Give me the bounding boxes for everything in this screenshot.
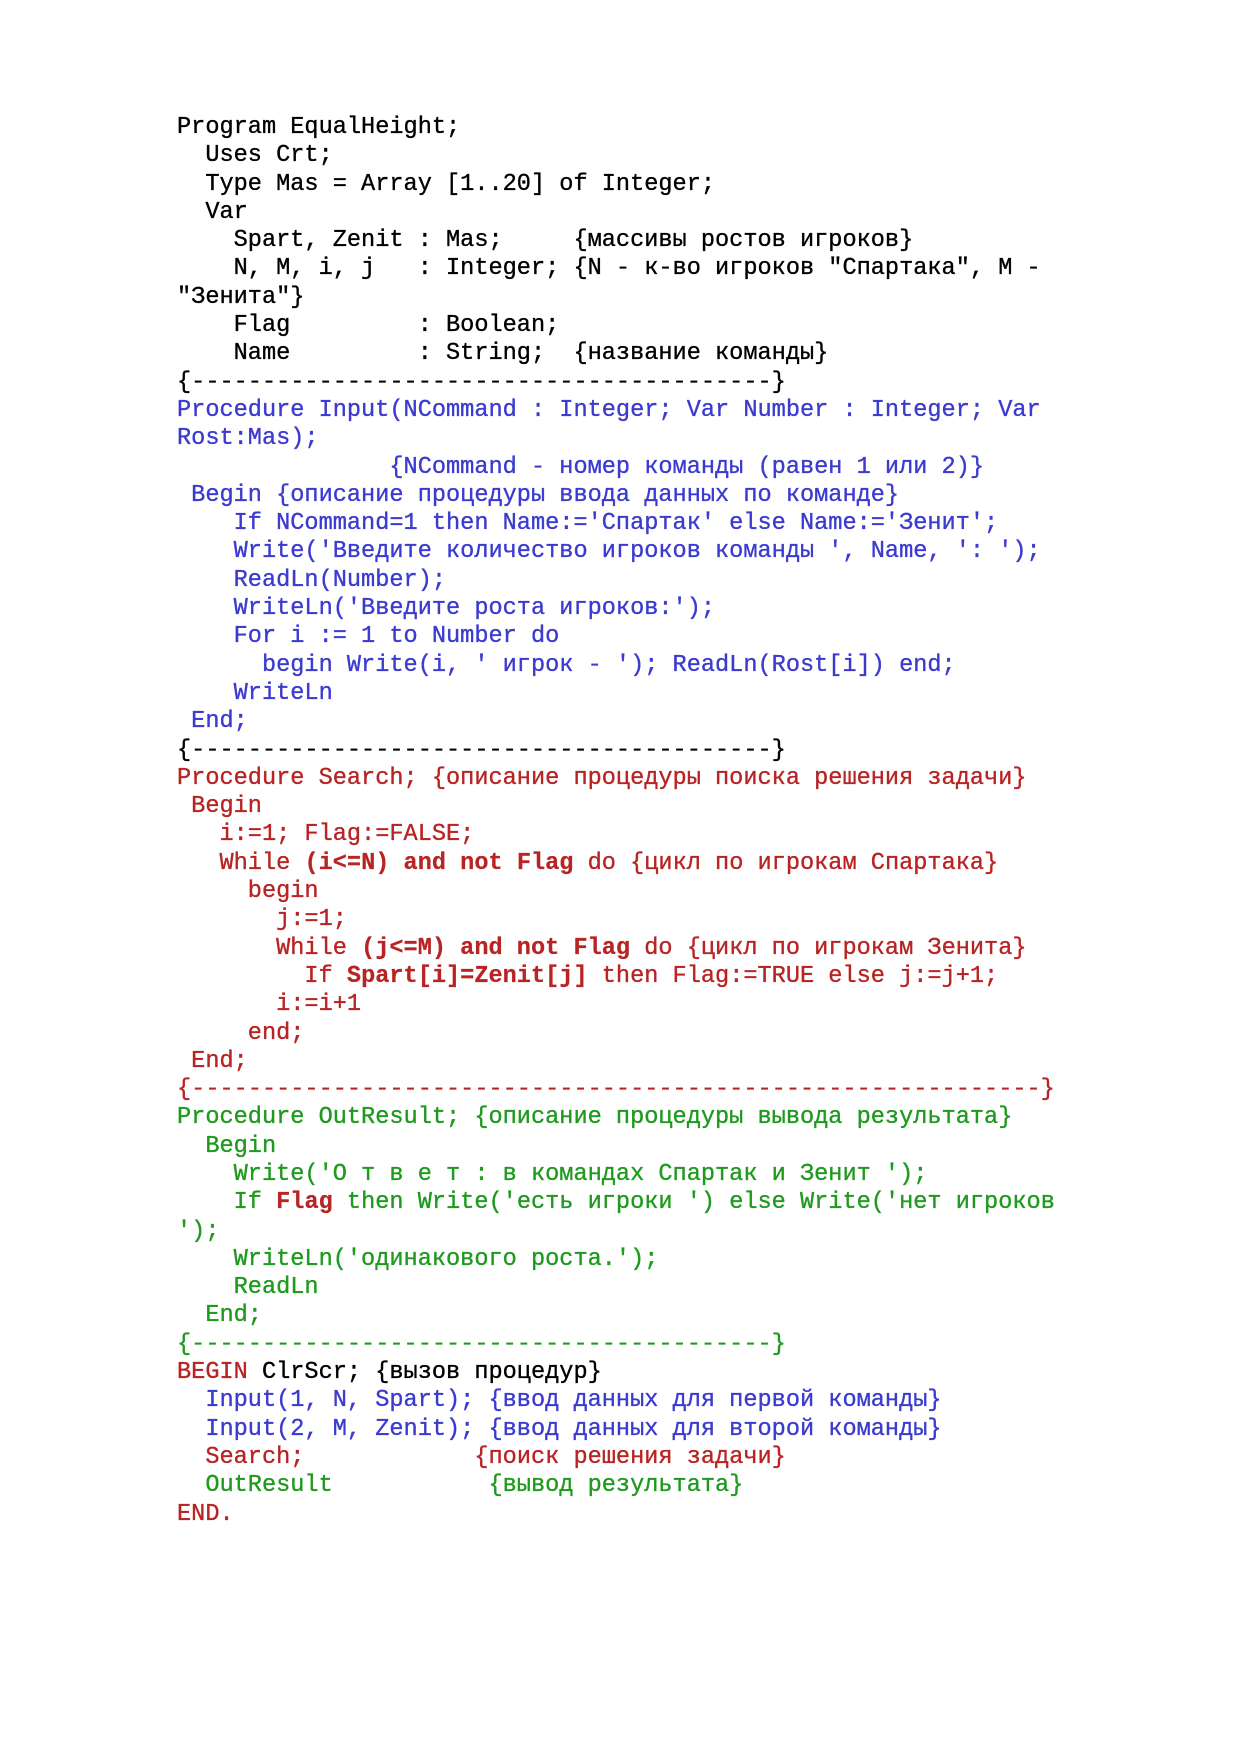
code-line	[177, 425, 1177, 453]
code-segment: "Зенита"}	[177, 283, 305, 311]
code-line	[177, 652, 1177, 680]
code-line	[177, 793, 1177, 821]
code-segment: Spart, Zenit : Mas; {массивы ростов игроков}	[177, 227, 914, 255]
code-segment: {------------------------------------------------------------}	[177, 1076, 1055, 1104]
code-segment: {поиск решения задачи}	[474, 1443, 786, 1471]
code-segment: ReadLn(Number);	[177, 566, 447, 594]
code-segment: do {цикл по игрокам Спартака}	[573, 849, 999, 877]
code-segment: then Flag:=TRUE else j:=j+1;	[587, 962, 999, 990]
code-segment: begin	[177, 878, 319, 906]
code-segment: Name : String; {название команды}	[177, 340, 829, 368]
code-line	[177, 255, 1177, 283]
code-line	[177, 454, 1177, 482]
code-segment: Search;	[177, 1443, 305, 1471]
code-segment: Program EqualHeight;	[177, 114, 461, 141]
code-line	[177, 991, 1177, 1019]
code-segment: Var	[177, 198, 248, 226]
code-line	[177, 595, 1177, 623]
code-segment	[304, 1444, 474, 1471]
code-line	[177, 906, 1177, 934]
code-segment: Procedure Search; {описание процедуры поиска решения задачи}	[177, 764, 1027, 792]
code-segment: Flag	[276, 1189, 333, 1217]
code-line	[177, 199, 1177, 227]
code-line	[177, 1359, 1177, 1387]
code-line	[177, 1076, 1177, 1104]
code-line	[177, 878, 1177, 906]
code-line	[177, 935, 1177, 963]
code-line	[177, 538, 1177, 566]
code-line	[177, 821, 1177, 849]
code-segment: If	[177, 962, 347, 990]
code-segment: j:=1;	[177, 906, 347, 934]
code-line	[177, 1387, 1177, 1415]
code-line	[177, 680, 1177, 708]
code-line	[177, 1218, 1177, 1246]
code-segment: WriteLn('Введите роста игроков:');	[177, 595, 716, 623]
code-segment: End;	[177, 1302, 262, 1330]
code-segment: Flag : Boolean;	[177, 312, 560, 340]
code-line	[177, 1020, 1177, 1048]
code-segment: If NCommand=1 then Name:='Спартак' else Name:='Зенит';	[177, 510, 999, 538]
code-line	[177, 397, 1177, 425]
code-segment: Begin	[177, 1132, 277, 1160]
code-line	[177, 369, 1177, 397]
code-segment: WriteLn('одинакового роста.');	[177, 1245, 659, 1273]
code-segment: then Write('есть игроки ') else Write('нет игроков	[332, 1189, 1055, 1217]
code-segment: (i<=N) and not Flag	[304, 849, 574, 877]
code-line	[177, 1302, 1177, 1330]
code-segment: Input(1, N, Spart); {ввод данных для первой команды}	[177, 1387, 942, 1415]
code-line	[177, 1416, 1177, 1444]
code-segment: Uses Crt;	[177, 142, 333, 170]
code-segment: BEGIN	[177, 1359, 248, 1387]
code-segment: N, M, i, j : Integer; {N - к-во игроков "Спартака", M -	[177, 255, 1041, 283]
code-line	[177, 312, 1177, 340]
code-segment: ');	[177, 1217, 220, 1245]
code-segment: {-----------------------------------------}	[177, 1330, 786, 1358]
code-line	[177, 1501, 1177, 1529]
code-line	[177, 850, 1177, 878]
code-line	[177, 227, 1177, 255]
code-line	[177, 1048, 1177, 1076]
code-segment: ClrScr; {вызов процедур}	[247, 1359, 602, 1387]
code-line	[177, 1246, 1177, 1274]
code-segment: End;	[177, 708, 248, 736]
code-segment: While	[177, 849, 305, 877]
code-segment: Procedure Input(NCommand : Integer; Var Number : Integer; Var	[177, 396, 1041, 424]
code-line	[177, 171, 1177, 199]
code-segment: Begin	[177, 793, 262, 821]
code-segment: For i := 1 to Number do	[177, 623, 560, 651]
code-segment: do {цикл по игрокам Зенита}	[630, 934, 1027, 962]
code-line	[177, 1189, 1177, 1217]
code-segment: Spart[i]=Zenit[j]	[346, 962, 588, 990]
code-segment: If	[177, 1189, 277, 1217]
code-line	[177, 708, 1177, 736]
code-line	[177, 114, 1177, 142]
code-segment: Write('Введите количество игроков команды ', Name, ': ');	[177, 538, 1041, 566]
code-line	[177, 1104, 1177, 1132]
code-line	[177, 1331, 1177, 1359]
code-segment: End;	[177, 1047, 248, 1075]
code-segment: {-----------------------------------------}	[177, 368, 786, 396]
code-segment: {-----------------------------------------}	[177, 736, 786, 764]
code-segment: end;	[177, 1019, 305, 1047]
code-line	[177, 623, 1177, 651]
code-segment: Rost:Mas);	[177, 425, 319, 453]
code-segment: begin Write(i, ' игрок - '); ReadLn(Rost[i]) end;	[177, 651, 956, 679]
code-segment: i:=1; Flag:=FALSE;	[177, 821, 475, 849]
code-segment: Write('О т в е т : в командах Спартак и Зенит ');	[177, 1160, 928, 1188]
code-line	[177, 510, 1177, 538]
code-line	[177, 1161, 1177, 1189]
code-segment: {NCommand - номер команды (равен 1 или 2)}	[177, 453, 985, 481]
code-listing	[177, 114, 1177, 1529]
code-segment: Begin {описание процедуры ввода данных по команде}	[177, 481, 900, 509]
code-segment: (j<=M) and not Flag	[361, 934, 631, 962]
code-segment: ReadLn	[177, 1274, 319, 1302]
code-line	[177, 340, 1177, 368]
code-line	[177, 1444, 1177, 1472]
code-line	[177, 142, 1177, 170]
code-line	[177, 1133, 1177, 1161]
code-line	[177, 567, 1177, 595]
code-segment: i:=i+1	[177, 991, 362, 1019]
code-line	[177, 1472, 1177, 1500]
code-line	[177, 482, 1177, 510]
code-segment: END.	[177, 1500, 234, 1528]
code-segment: While	[177, 934, 362, 962]
code-segment: Procedure OutResult; {описание процедуры вывода результата}	[177, 1104, 1013, 1132]
code-line	[177, 284, 1177, 312]
code-line	[177, 765, 1177, 793]
code-line	[177, 737, 1177, 765]
code-line	[177, 963, 1177, 991]
code-segment: Type Mas = Array [1..20] of Integer;	[177, 170, 716, 198]
code-line	[177, 1274, 1177, 1302]
code-segment: WriteLn	[177, 679, 333, 707]
code-segment: Input(2, M, Zenit); {ввод данных для второй команды}	[177, 1415, 942, 1443]
code-segment: OutResult {вывод результата}	[177, 1472, 744, 1500]
